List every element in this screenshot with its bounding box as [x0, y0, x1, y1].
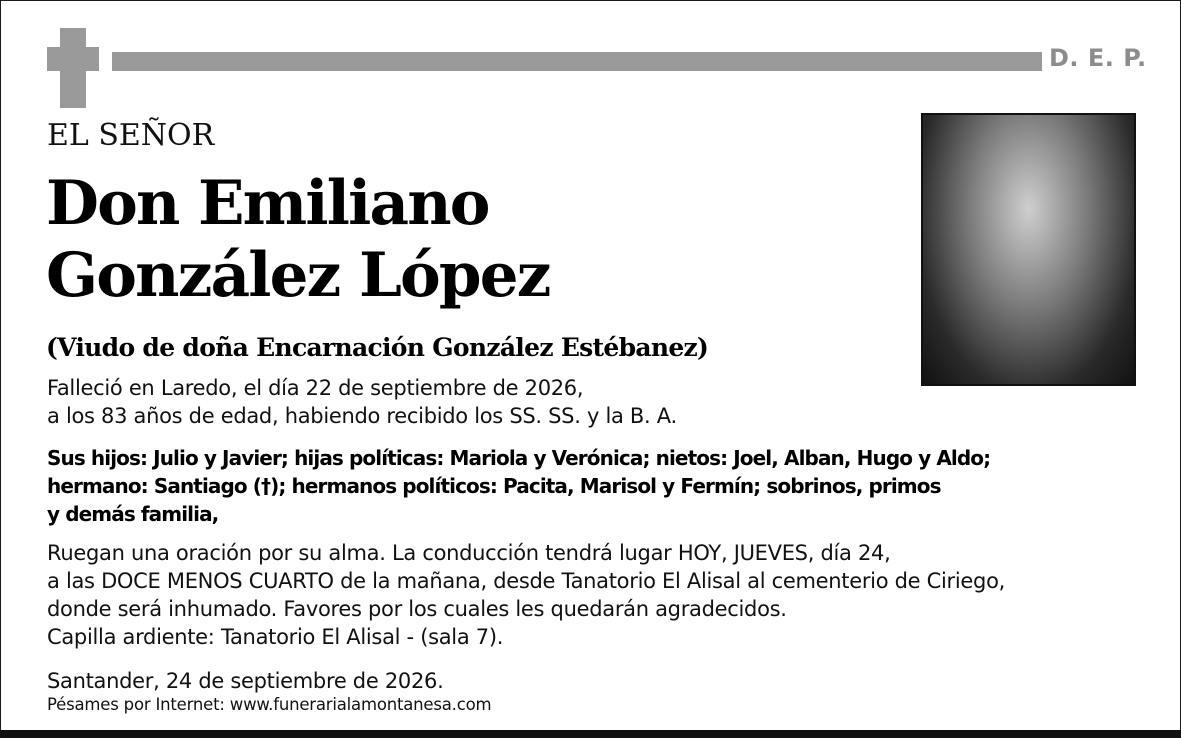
death-line-1: Falleció en Laredo, el día 22 de septiembre de 2026,	[47, 376, 584, 400]
family-list	[47, 444, 990, 528]
cross-icon-bar	[47, 47, 99, 71]
service-line-4: Capilla ardiente: Tanatorio El Alisal - (sala 7).	[47, 625, 504, 649]
name-line-2: González López	[46, 240, 550, 311]
date-place: Santander, 24 de septiembre de 2026.	[47, 669, 444, 693]
service-line-2: a las DOCE MENOS CUARTO de la mañana, desde Tanatorio El Alisal al cementerio de Ciriego,	[47, 569, 1005, 593]
death-line-2: a los 83 años de edad, habiendo recibido los SS. SS. y la B. A.	[47, 404, 677, 428]
family-line-2: hermano: Santiago (†); hermanos políticos: Pacita, Marisol y Fermín; sobrinos, primos	[47, 474, 941, 498]
family-line-1: Sus hijos: Julio y Javier; hijas políticas: Mariola y Verónica; nietos: Joel, Alban, Hugo y Aldo;	[47, 446, 991, 470]
service-details	[47, 539, 1005, 651]
family-line-3: y demás familia,	[47, 502, 219, 526]
dep-label: D. E. P.	[1049, 44, 1147, 72]
deceased-name	[46, 168, 550, 312]
header-rule	[112, 52, 1042, 71]
death-details	[47, 374, 677, 430]
condolences-link: Pésames por Internet: www.funerarialamontanesa.com	[47, 695, 492, 714]
name-line-1: Don Emiliano	[46, 168, 489, 239]
service-line-1: Ruegan una oración por su alma. La conducción tendrá lugar HOY, JUEVES, día 24,	[47, 541, 891, 565]
honorific: EL SEÑOR	[47, 118, 215, 153]
bottom-border	[0, 730, 1181, 738]
service-line-3: donde será inhumado. Favores por los cuales les quedarán agradecidos.	[47, 597, 787, 621]
deceased-photo	[921, 113, 1136, 386]
widower-note: (Viudo de doña Encarnación González Estébanez)	[46, 333, 709, 362]
